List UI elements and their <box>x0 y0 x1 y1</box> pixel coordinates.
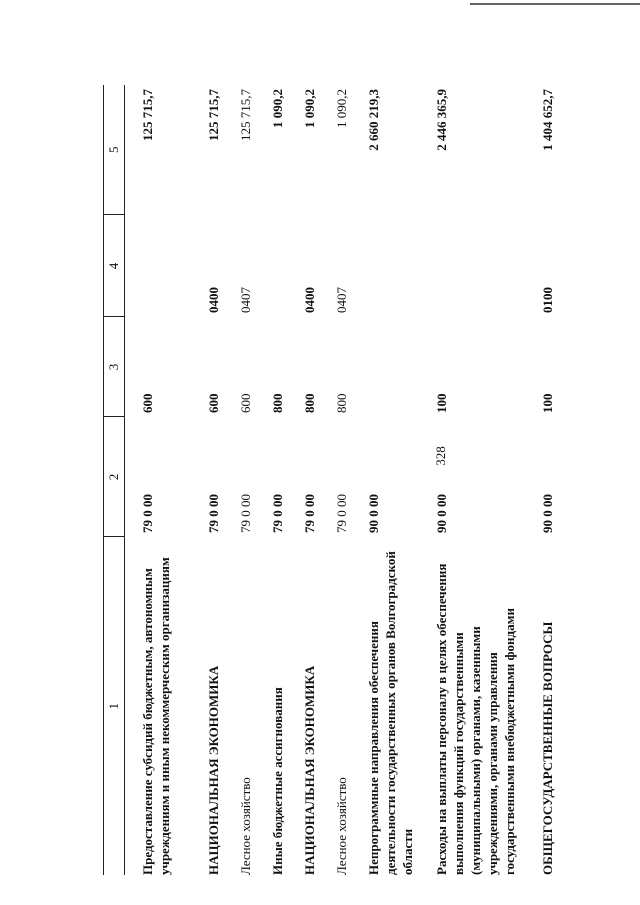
row-expense-type: 800 <box>333 393 349 413</box>
row-section: 0407 <box>333 287 349 313</box>
row-name: Иные бюджетные ассигнования <box>269 687 285 875</box>
table-row <box>301 85 333 875</box>
row-name: Расходы на выплаты персоналу в целях обеспечения выполнения функций государственными (муниципальными) органами, казенными учреждениями, органами управления государственными внебюджетными фондами <box>433 563 517 875</box>
header-col-5: 5 <box>104 85 125 215</box>
row-amount: 1 090,2 <box>333 89 349 128</box>
row-target-code: 79 0 00 <box>333 494 349 533</box>
budget-table <box>103 85 571 875</box>
row-name: Лесное хозяйство <box>237 777 253 875</box>
table-row <box>269 85 301 875</box>
row-amount: 1 090,2 <box>301 89 317 128</box>
row-amount: 125 715,7 <box>140 89 155 141</box>
row-target-code: 79 0 00 <box>269 494 285 533</box>
header-col-1: 1 <box>104 537 125 875</box>
row-name: НАЦИОНАЛЬНАЯ ЭКОНОМИКА <box>301 665 317 875</box>
row-section <box>365 215 433 317</box>
row-target-code: 79 0 00 <box>205 494 221 533</box>
row-target-code: 90 0 00 <box>539 494 555 533</box>
table-row <box>125 85 205 875</box>
row-section: 0100 <box>539 287 555 313</box>
row-target-code: 79 0 00 <box>237 494 253 533</box>
row-expense-type: 800 <box>269 393 285 413</box>
row-amount: 125 715,7 <box>205 89 221 141</box>
row-target-code: 79 0 00 <box>301 494 317 533</box>
row-section: 0407 <box>237 287 253 313</box>
row-amount: 2 660 219,3 <box>365 89 381 151</box>
top-rule <box>470 3 640 5</box>
row-expense-type: 800 <box>301 393 317 413</box>
rotated-page-content <box>103 85 603 875</box>
row-section <box>269 215 301 317</box>
row-target-code: 90 0 00 <box>365 494 381 533</box>
table-row <box>205 85 237 875</box>
table-row <box>433 85 539 875</box>
table-row <box>333 85 365 875</box>
row-name: ОБЩЕГОСУДАРСТВЕННЫЕ ВОПРОСЫ <box>539 621 555 875</box>
row-expense-type: 600 <box>140 393 155 413</box>
row-name: Непрограммные направления обеспечения деятельности государственных органов Волгоградской области <box>365 551 415 875</box>
header-col-2: 2 <box>104 417 125 537</box>
row-expense-type: 600 <box>205 393 221 413</box>
row-amount: 2 446 365,9 <box>433 89 449 151</box>
table-row <box>365 85 433 875</box>
row-amount: 1 090,2 <box>269 89 285 128</box>
row-expense-type: 600 <box>237 393 253 413</box>
table-row <box>539 85 571 875</box>
row-section <box>433 215 539 317</box>
row-section <box>125 215 205 317</box>
row-target-code: 90 0 00 <box>433 494 449 533</box>
row-amount: 125 715,7 <box>237 89 253 141</box>
row-expense-type: 100 <box>539 393 555 413</box>
table-row <box>237 85 269 875</box>
row-expense-type: 100 <box>433 393 449 413</box>
row-amount: 1 404 652,7 <box>539 89 555 151</box>
row-target-code: 79 0 00 <box>140 494 155 533</box>
row-section: 0400 <box>205 287 221 313</box>
row-expense-type <box>365 317 433 417</box>
table-header-row <box>104 85 125 875</box>
page-number: 328 <box>433 446 448 466</box>
header-col-3: 3 <box>104 317 125 417</box>
row-name: НАЦИОНАЛЬНАЯ ЭКОНОМИКА <box>205 665 221 875</box>
header-col-4: 4 <box>104 215 125 317</box>
row-name: Лесное хозяйство <box>333 777 349 875</box>
row-section: 0400 <box>301 287 317 313</box>
row-name: Предоставление субсидий бюджетным, автономным учреждениям и иным некоммерческим организациям <box>140 557 172 875</box>
